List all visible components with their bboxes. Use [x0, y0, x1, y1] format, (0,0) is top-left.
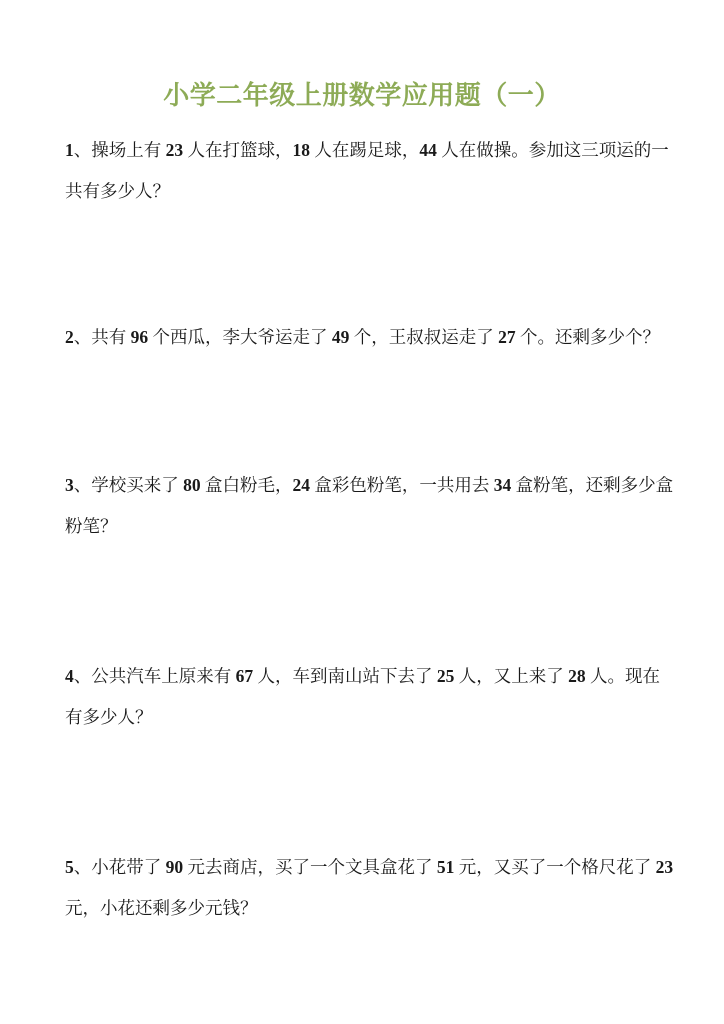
question-1-line-1: 1、操场上有 23 人在打篮球，18 人在踢足球，44 人在做操。参加这三项运的一	[65, 140, 669, 160]
question-5-line-2: 元，小花还剩多少元钱？	[65, 898, 258, 918]
page-title: 小学二年级上册数学应用题（一）	[163, 80, 561, 110]
question-3-line-1: 3、学校买来了 80 盒白粉毛，24 盒彩色粉笔，一共用去 34 盒粉笔，还剩多少盒	[65, 475, 674, 495]
question-3	[65, 465, 674, 547]
question-3-line-2: 粉笔？	[65, 516, 118, 536]
question-5	[65, 847, 674, 929]
question-1-line-2: 共有多少人？	[65, 181, 170, 201]
question-4-line-2: 有多少人？	[65, 707, 153, 727]
question-2-line-1: 2、共有 96 个西瓜，李大爷运走了 49 个，王叔叔运走了 27 个。还剩多少个？	[65, 327, 660, 347]
question-4	[65, 656, 665, 738]
question-1	[65, 130, 669, 212]
question-5-line-1: 5、小花带了 90 元去商店，买了一个文具盒花了 51 元，又买了一个格尺花了 23	[65, 857, 674, 877]
question-4-line-1: 4、公共汽车上原来有 67 人，车到南山站下去了 25 人，又上来了 28 人。现在	[65, 666, 660, 686]
question-2	[65, 317, 665, 358]
